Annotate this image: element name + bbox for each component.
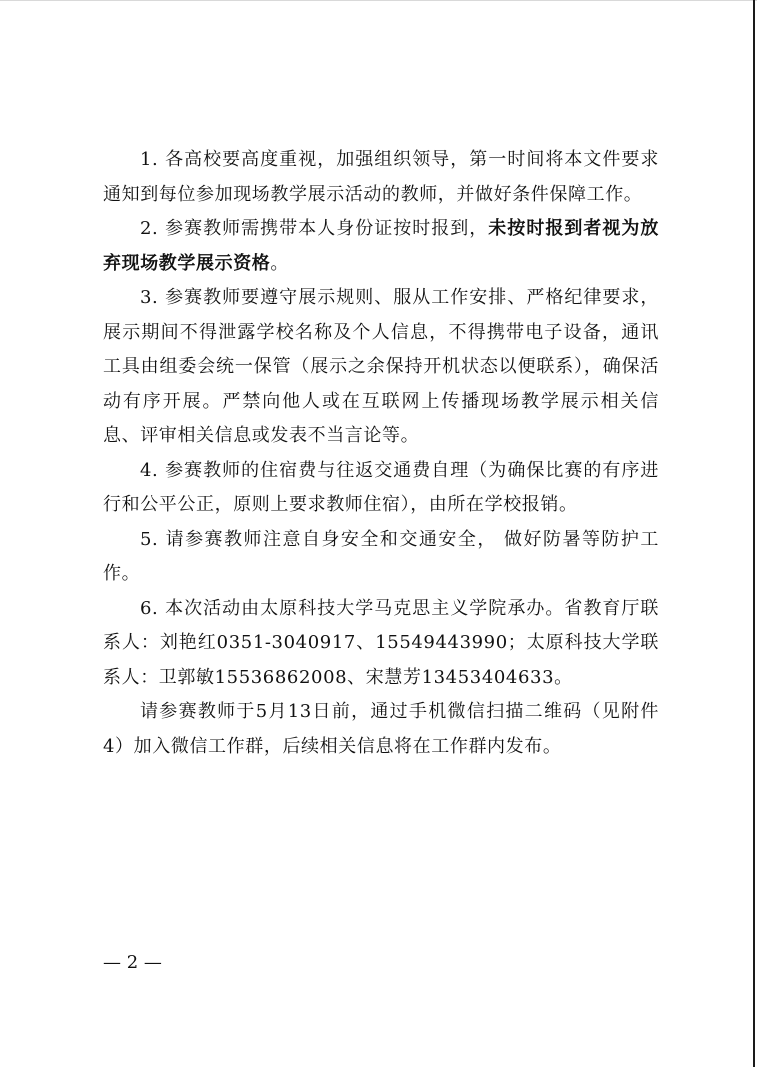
page-top-edge <box>0 0 757 1</box>
paragraph-6-text: 6. 本次活动由太原科技大学马克思主义学院承办。省教育厅联系人：刘艳红0351-3040917、15549443990；太原科技大学联系人：卫郭敏15536862008、宋慧芳13453404633。 <box>103 597 659 688</box>
paragraph-4 <box>103 454 659 523</box>
paragraph-1 <box>103 143 659 212</box>
paragraph-2 <box>103 212 659 281</box>
paragraph-1-text: 1. 各高校要高度重视，加强组织领导，第一时间将本文件要求通知到每位参加现场教学展示活动的教师，并做好条件保障工作。 <box>103 149 659 205</box>
paragraph-2-text-end: 。 <box>270 252 290 274</box>
paragraph-5-text: 5. 请参赛教师注意自身安全和交通安全， 做好防暑等防护工作。 <box>103 528 659 584</box>
paragraph-7 <box>103 695 659 764</box>
paragraph-3 <box>103 281 659 454</box>
paragraph-3-text: 3. 参赛教师要遵守展示规则、服从工作安排、严格纪律要求，展示期间不得泄露学校名称及个人信息，不得携带电子设备，通讯工具由组委会统一保管（展示之余保持开机状态以便联系），确保活动有序开展。严禁向他人或在互联网上传播现场教学展示相关信息、评审相关信息或发表不当言论等。 <box>103 287 659 446</box>
page-number: — 2 — <box>103 952 162 973</box>
paragraph-2-bold-text: 未按时报到者视为放弃现场教学展示资格 <box>103 218 659 274</box>
paragraph-6 <box>103 592 659 696</box>
document-body <box>103 143 659 764</box>
page-right-border <box>753 0 755 1067</box>
paragraph-7-text: 请参赛教师于5月13日前，通过手机微信扫描二维码（见附件4）加入微信工作群，后续相关信息将在工作群内发布。 <box>103 701 659 757</box>
paragraph-5 <box>103 523 659 592</box>
paragraph-4-text: 4. 参赛教师的住宿费与往返交通费自理（为确保比赛的有序进行和公平公正，原则上要求教师住宿），由所在学校报销。 <box>103 459 659 515</box>
paragraph-2-text: 2. 参赛教师需携带本人身份证按时报到， <box>140 218 489 239</box>
